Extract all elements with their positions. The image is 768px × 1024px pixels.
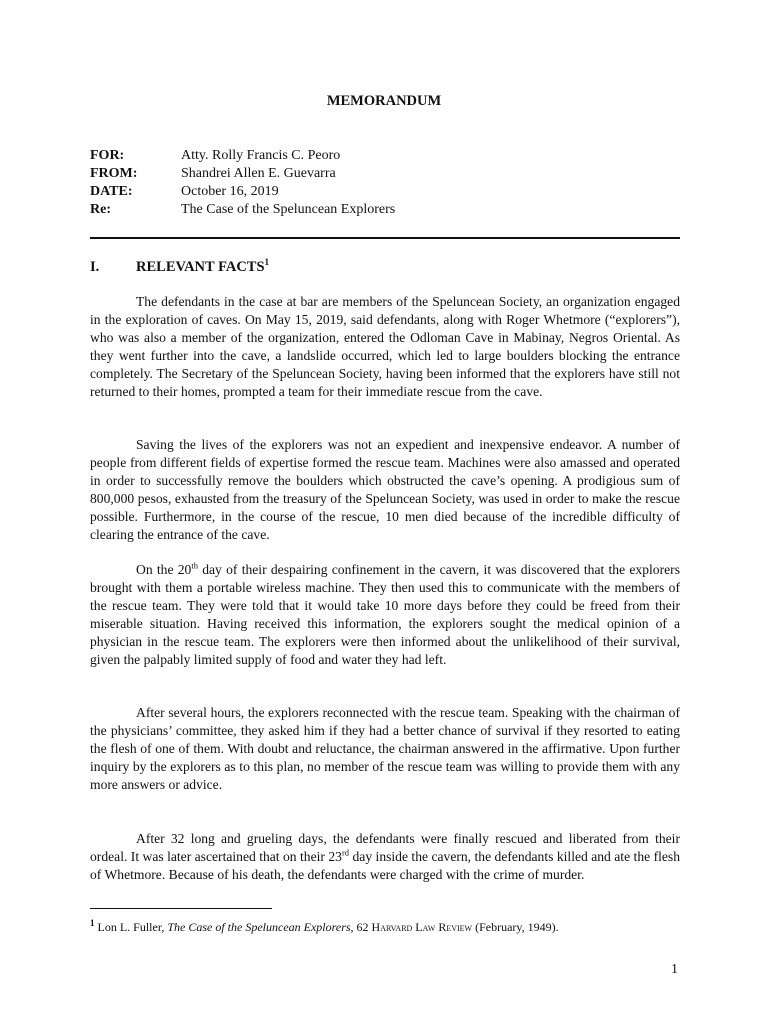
memo-from-value: Shandrei Allen E. Guevarra xyxy=(181,166,336,181)
footnote-date: (February, 1949). xyxy=(472,920,559,934)
memo-re-value: The Case of the Speluncean Explorers xyxy=(181,202,396,217)
footnote-separator xyxy=(90,908,272,909)
paragraph-3-text-b: day of their despairing confinement in the cavern, it was discovered that the explorers brought with them a portable wireless machine. They then used this to communicate with the members of the rescue team. They were told that it would take 10 more days before they could be freed from their miserable situation. Having received this information, the explorers sought the medical opinion of a physician in the rescue team. The explorers were then informed about the unlikelihood of their survival, given the palpably limited supply of food and water they had left. xyxy=(90,562,680,668)
ordinal-suffix: rd xyxy=(341,847,350,858)
section-heading xyxy=(90,257,269,276)
paragraph-2: Saving the lives of the explorers was not an expedient and inexpensive endeavor. A number of people from different fields of expertise formed the rescue team. Machines were also amassed and operated in order to successfully remove the boulders which obstructed the cave’s opening. A prodigious sum of 800,000 pesos, exhausted from the treasury of the Speluncean Society, was used in order to make the rescue possible. Furthermore, in the course of the rescue, 10 men died because of the incredible difficulty of clearing the entrance of the cave. xyxy=(90,437,680,543)
paragraph-5-text-a: After 32 long and grueling days, the defendants were finally rescued and liberated from their ordeal. It was later ascertained that on their 23 xyxy=(90,831,680,865)
memo-re-row xyxy=(90,201,395,219)
memo-for-row xyxy=(90,147,340,165)
header-divider xyxy=(90,237,680,239)
footnote-volume: , 62 xyxy=(350,920,372,934)
memo-date-value: October 16, 2019 xyxy=(181,184,279,199)
memo-for-value: Atty. Rolly Francis C. Peoro xyxy=(181,148,341,163)
section-number: I. xyxy=(90,258,100,275)
section-title: RELEVANT FACTS xyxy=(136,258,265,275)
memo-from-label: FROM: xyxy=(90,166,138,181)
paragraph-5-text-b: day inside the cavern, the defendants killed and ate the flesh of Whetmore. Because of his death, the defendants were charged with the crime of murder. xyxy=(90,849,680,883)
paragraph-5 xyxy=(90,830,680,884)
footnote-journal: Harvard Law Review xyxy=(371,920,473,934)
page-number: 1 xyxy=(671,962,678,977)
memo-date-label: DATE: xyxy=(90,184,133,199)
paragraph-3 xyxy=(90,561,680,670)
ordinal-suffix: th xyxy=(191,560,198,571)
footnote-mark: 1 xyxy=(90,918,95,928)
paragraph-1: The defendants in the case at bar are members of the Speluncean Society, an organization engaged in the exploration of caves. On May 15, 2019, said defendants, along with Roger Whetmore (“explorers”), who was also a member of the organization, entered the Odloman Cave in Mabinay, Negros Oriental. As they went further into the cave, a landslide occurred, which led to large boulders blocking the entrance completely. The Secretary of the Speluncean Society, having been informed that the explorers have still not returned to their homes, prompted a team for their immediate rescue from the cave. xyxy=(90,294,680,400)
page-title: MEMORANDUM xyxy=(326,93,442,109)
paragraph-4: After several hours, the explorers reconnected with the rescue team. Speaking with the chairman of the physicians’ committee, they asked him if they had a better chance of survival if they resorted to eating the flesh of one of them. With doubt and reluctance, the chairman answered in the affirmative. Upon further inquiry by the explorers as to this plan, no member of the rescue team was willing to provide them with any more answers or advice. xyxy=(90,705,680,793)
memo-re-label: Re: xyxy=(90,202,111,217)
footnote-reference: 1 xyxy=(264,257,270,267)
memo-for-label: FOR: xyxy=(90,148,125,163)
paragraph-3-text-a: On the 20 xyxy=(136,562,192,577)
footnote xyxy=(90,916,559,935)
memo-from-row xyxy=(90,165,336,183)
footnote-author: Lon L. Fuller, xyxy=(94,920,168,934)
memo-date-row xyxy=(90,183,279,201)
footnote-work-title: The Case of the Speluncean Explorers xyxy=(167,920,351,934)
